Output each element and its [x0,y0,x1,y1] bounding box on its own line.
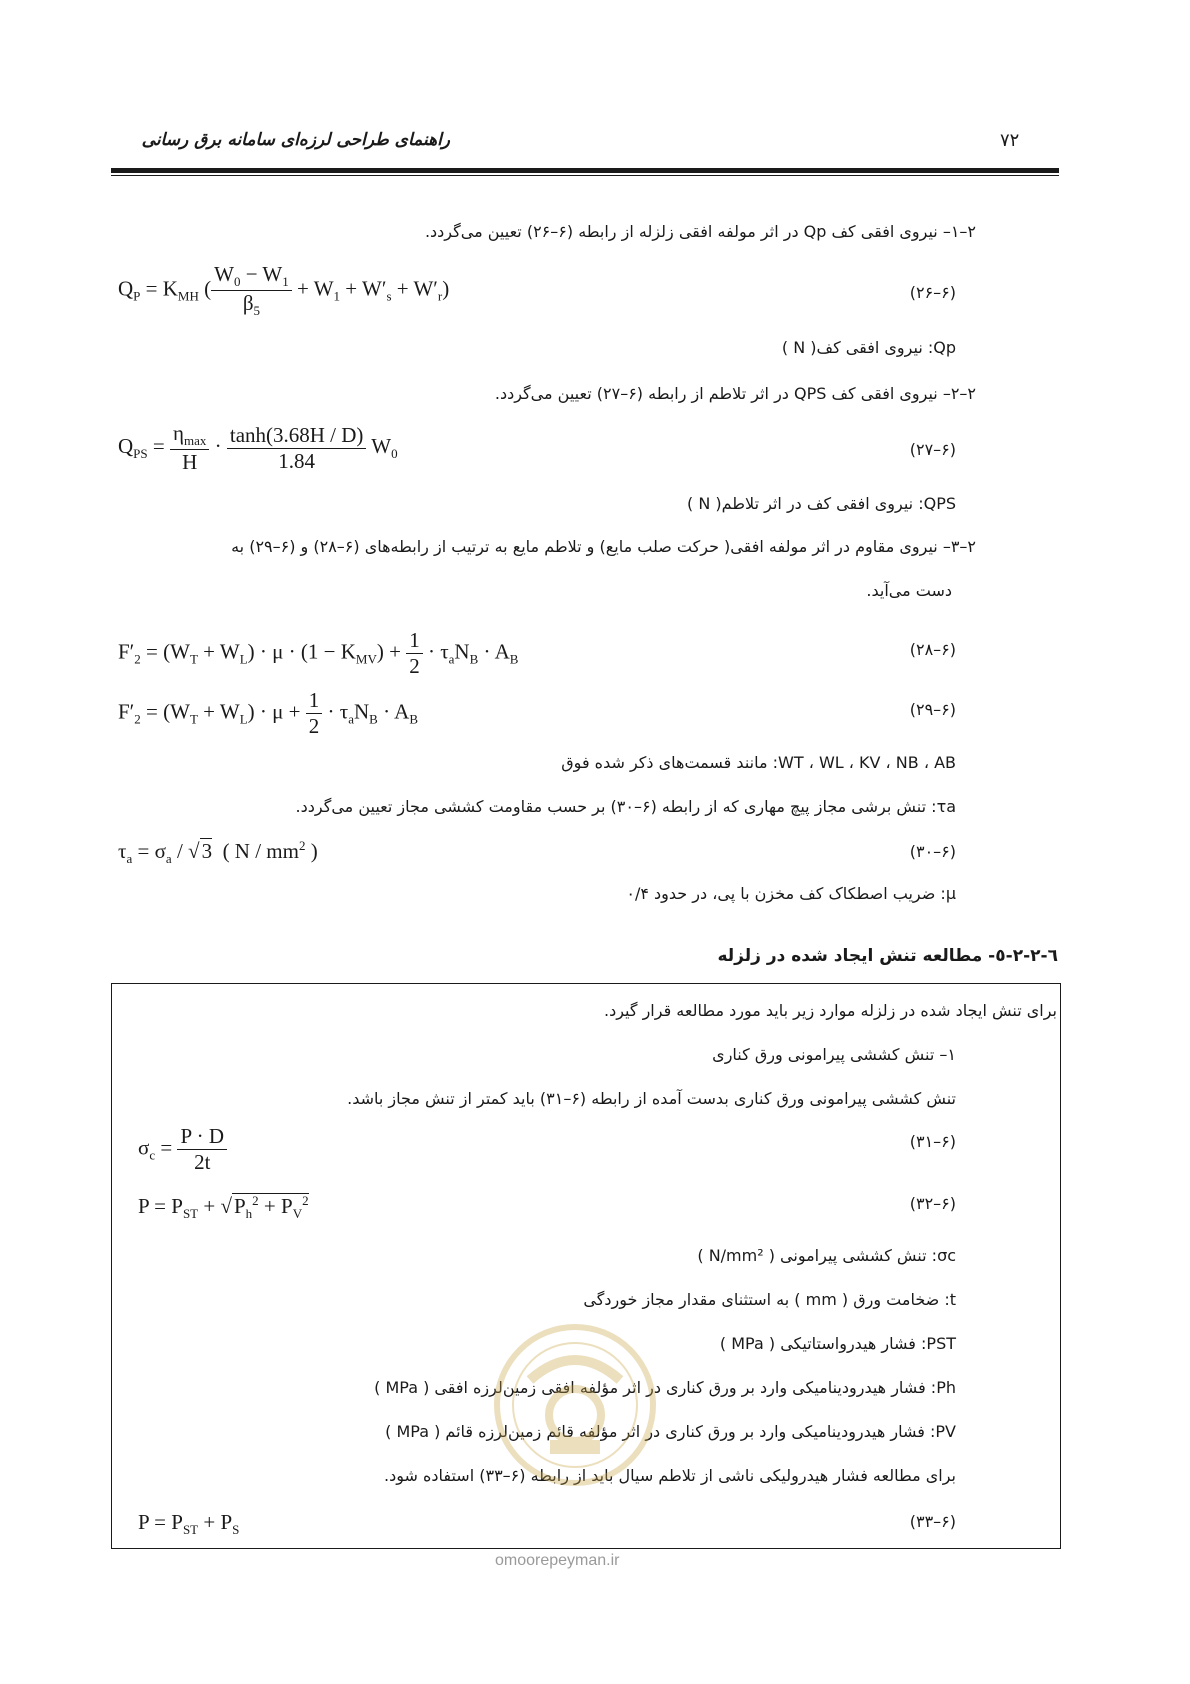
equation-30-label: (۶–۳۰) [909,842,956,861]
running-title: راهنمای طراحی لرزه‌ای سامانه برق رسانی [141,130,450,150]
equation-32-label: (۶–۳۲) [909,1194,956,1213]
tau-definition: τa: تنش برشی مجاز پیچ مهاری که از رابطه (۶–۳۰) بر حسب مقاومت کششی مجاز تعیین می‌گردد. [295,797,956,816]
pst-definition: PST: فشار هیدرواستاتیکی ( MPa ) [719,1334,956,1353]
equation-29: $F'_2 = (W_T + W_L) \cdot \mu$ + $\frac{1}{2}$ · $\tau_aN_B \cdot A_B$ [118,688,418,738]
equation-32: $P = P_{ST} + √P_h^2 + P_V^2$ [138,1193,309,1222]
equation-27: $Q_{PS}$ = $\frac{\eta_{max}}{H}$ · $\frac{\tanh(3.68H / D)}{1.84}$ $W_0$ [118,421,398,475]
item-2-3-line2: دست می‌آید. [866,581,952,600]
equation-30: $\tau_a = \sigma_a / √3$ ( N / $mm^2$ ) [118,838,318,867]
equation-33-label: (۶–۳۳) [909,1512,956,1531]
pv-definition: PV: فشار هیدرودینامیکی وارد بر ورق کناری در اثر مؤلفه قائم زمین‌لرزه قائم ( MPa ) [385,1422,956,1441]
header-rule-thick [111,168,1059,173]
equation-26-label: (۶–۲۶) [909,283,956,302]
same-variables-definition: WT ، WL ، KV ، NB ، AB: مانند قسمت‌های ذکر شده فوق [561,753,956,772]
mu-definition: μ: ضریب اصطکاک کف مخزن با پی، در حدود ۰/۴ [626,884,956,903]
ph-definition: Ph: فشار هیدرودینامیکی وارد بر ورق کناری در اثر مؤلفه افقی زمین‌لرزه افقی ( MPa ) [374,1378,956,1397]
equation-31: $\sigma_c$ = $\frac{P \cdot D}{2t}$ [138,1124,227,1175]
box-item-1: ۱– تنش کششی پیرامونی ورق کناری [712,1045,956,1064]
equation-26: $Q_P = K_{MH}$ ( $\frac{W_0 - W_1}{\beta_5}$ + $W_1 + W'_s + W'_r$) [118,262,450,319]
item-2-1: ۲–۱– نیروی افقی کف Qp در اثر مولفه افقی زلزله از رابطه (۶–۲۶) تعیین می‌گردد. [424,222,976,241]
item-2-3-line1: ۲–۳– نیروی مقاوم در اثر مولفه افقی( حرکت صلب مایع) و تلاطم مایع به ترتیب از رابطه‌های (۶–۲۸) و (۶–۲۹) به [231,537,976,556]
watermark-logo [490,1320,660,1490]
box-item-1-text: تنش کششی پیرامونی ورق کناری بدست آمده از رابطه (۶–۳۱) باید کمتر از تنش مجاز باشد. [347,1089,956,1108]
section-heading: ٦-٢-٢-٥- مطالعه تنش ایجاد شده در زلزله [717,946,1058,966]
equation-29-label: (۶–۲۹) [909,700,956,719]
watermark-url: omoorepeyman.ir [495,1552,620,1569]
qp-definition: Qp: نیروی افقی کف( N ) [781,338,956,357]
qps-definition: QPS: نیروی افقی کف در اثر تلاطم( N ) [687,494,956,513]
equation-31-label: (۶–۳۱) [909,1132,956,1151]
item-2-2: ۲–۲– نیروی افقی کف QPS در اثر تلاطم از رابطه (۶–۲۷) تعیین می‌گردد. [494,384,976,403]
sloshing-text: برای مطالعه فشار هیدرولیکی ناشی از تلاطم سیال باید از رابطه (۶–۳۳) استفاده شود. [384,1466,956,1485]
page-number: ۷۲ [1000,130,1020,151]
t-definition: t: ضخامت ورق ( mm ) به استثنای مقدار مجاز خوردگی [583,1290,956,1309]
header-rule-thin [111,175,1059,176]
box-intro: برای تنش ایجاد شده در زلزله موارد زیر باید مورد مطالعه قرار گیرد. [604,1001,1057,1020]
sigma-definition: σc: تنش کششی پیرامونی ( N/mm² ) [697,1246,956,1265]
equation-28: $F'_2 = (W_T + W_L) \cdot \mu \cdot (1 - K_{MV})$ + $\frac{1}{2}$ · $\tau_aN_B \cdot A_B$ [118,628,519,678]
equation-28-label: (۶–۲۸) [909,640,956,659]
equation-27-label: (۶–۲۷) [909,440,956,459]
equation-33: $P = P_{ST} + P_S$ [138,1510,240,1538]
